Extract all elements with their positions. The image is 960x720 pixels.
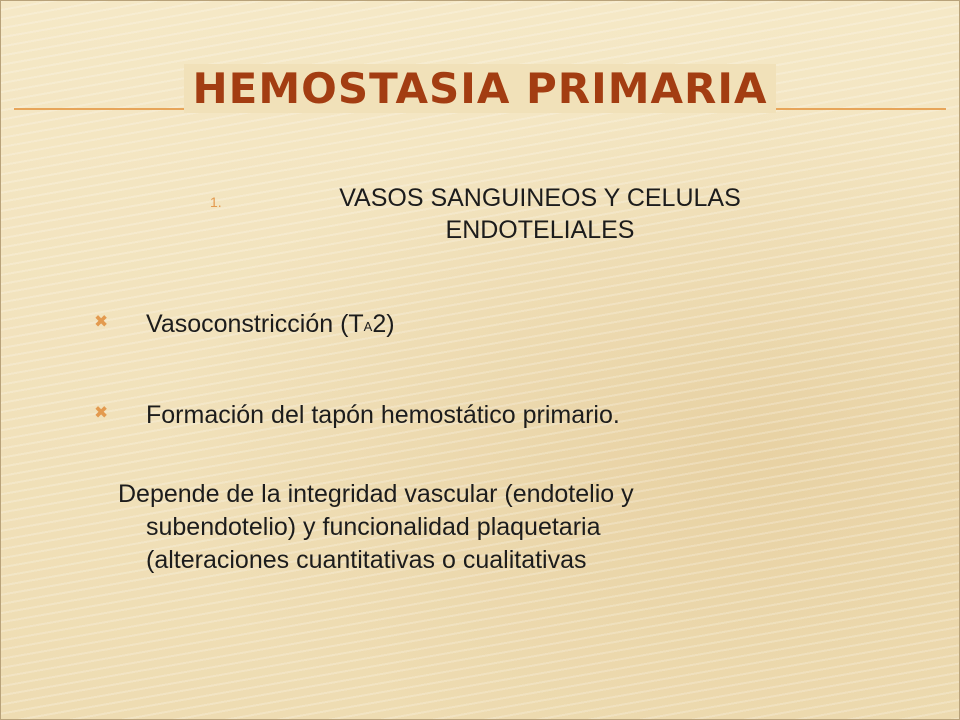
slide-title-text: HEMOSTASIA PRIMARIA	[184, 64, 775, 113]
paragraph-line: (alteraciones cuantitativas o cualitativas	[146, 546, 587, 574]
bullet-text-end: 2)	[372, 310, 395, 338]
list-number: 1.	[210, 194, 222, 210]
paragraph-line: Depende de la integridad vascular (endotelio y	[118, 480, 634, 508]
description-paragraph	[118, 478, 878, 577]
bullet-text: Formación del tapón hemostático primario.	[146, 401, 620, 429]
slide-title	[0, 64, 960, 113]
numbered-item-text: VASOS SANGUINEOS Y CELULAS ENDOTELIALES	[339, 184, 741, 244]
bullet-text-subscript: A	[363, 319, 373, 334]
bullet-text-main: Vasoconstricción (T	[146, 310, 364, 338]
x-bullet-icon: ✖	[94, 403, 109, 422]
paragraph-line: subendotelio) y funcionalidad plaquetaria	[146, 513, 601, 541]
x-bullet-icon: ✖	[94, 312, 109, 331]
bullet-text	[146, 310, 395, 339]
